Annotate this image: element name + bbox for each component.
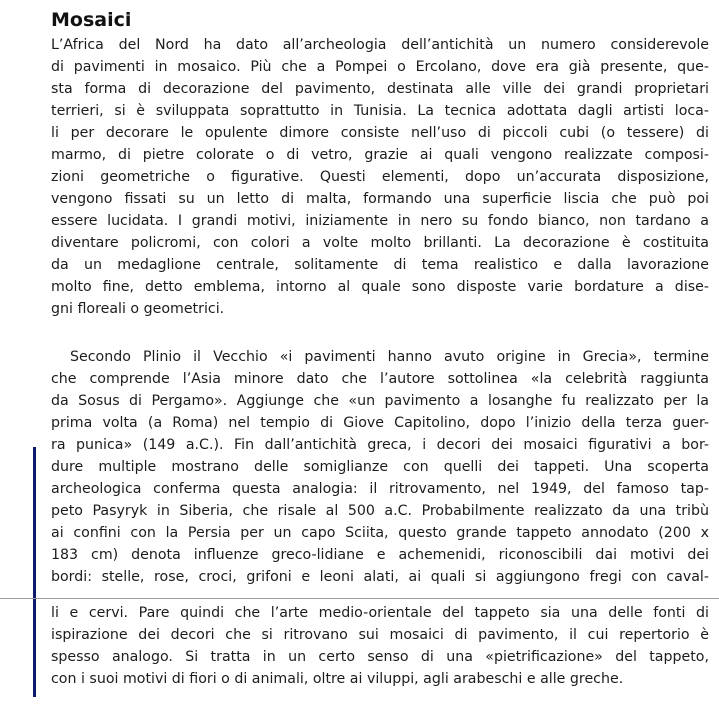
text-line: Secondo Plinio il Vecchio «i pavimenti hanno avuto origine in Grecia», termine <box>70 349 709 365</box>
text-line: con i suoi motivi di fiori o di animali, oltre ai viluppi, agli arabeschi e alle greche. <box>51 671 624 687</box>
margin-highlight-bar <box>33 447 36 697</box>
text-line: zioni geometriche o figurative. Questi elementi, dopo un’accurata disposizione, <box>51 169 709 185</box>
text-line: L’Africa del Nord ha dato all’archeologia dell’antichità un numero considerevole <box>51 37 709 53</box>
text-line: dure multiple mostrano delle somiglianze con quelli dei tappeti. Una scoperta <box>51 459 709 475</box>
text-line: peto Pasyryk in Siberia, che risale al 500 a.C. Probabilmente realizzato da una tribù <box>51 503 709 519</box>
text-line: li per decorare le opulente dimore consiste nell’uso di piccoli cubi (o tessere) di <box>51 125 709 141</box>
text-line: prima volta (a Roma) nel tempio di Giove Capitolino, dopo l’inizio della terza guer- <box>51 415 709 431</box>
text-line: ra punica» (149 a.C.). Fin dall’antichità greca, i decori dei mosaici figurativi a bor- <box>51 437 709 453</box>
text-line: molto fine, detto emblema, intorno al quale sono disposte varie bordature a dise- <box>51 279 709 295</box>
text-line: sta forma di decorazione del pavimento, destinata alle ville dei grandi proprietari <box>51 81 709 97</box>
text-line: li e cervi. Pare quindi che l’arte medio-orientale del tappeto sia una delle fonti di <box>51 605 709 621</box>
text-line: ispirazione dei decori che si ritrovano sui mosaici di pavimento, il cui repertorio è <box>51 627 709 643</box>
section-title: Mosaici <box>51 9 132 31</box>
text-line: di pavimenti in mosaico. Più che a Pompei o Ercolano, dove era già presente, que- <box>51 59 709 75</box>
text-line: bordi: stelle, rose, croci, grifoni e leoni alati, ai quali si aggiungono fregi con caval- <box>51 569 709 585</box>
page-fold-line <box>0 598 719 599</box>
text-line: 183 cm) denota influenze greco-lidiane e achemenidi, riconoscibili dai motivi dei <box>51 547 709 563</box>
text-line: che comprende l’Asia minore dato che l’autore sottolinea «la celebrità raggiunta <box>51 371 709 387</box>
text-line: ai confini con la Persia per un capo Sciita, questo grande tappeto annodato (200 x <box>51 525 709 541</box>
text-line: diventare policromi, con colori a volte molto brillanti. La decorazione è costituita <box>51 235 709 251</box>
text-line: essere lucidata. I grandi motivi, iniziamente in nero su fondo bianco, non tardano a <box>51 213 709 229</box>
text-line: terrieri, si è sviluppata soprattutto in Tunisia. La tecnica adottata dagli artisti loca- <box>51 103 709 119</box>
text-line: spesso analogo. Si tratta in un certo senso di una «pietrificazione» del tappeto, <box>51 649 709 665</box>
text-line: archeologica conferma questa analogia: il ritrovamento, nel 1949, del famoso tap- <box>51 481 709 497</box>
text-line: da un medaglione centrale, solitamente di tema realistico e dalla lavorazione <box>51 257 709 273</box>
text-line: vengono fissati su un letto di malta, formando una superficie liscia che può poi <box>51 191 709 207</box>
text-line: marmo, di pietre colorate o di vetro, grazie ai quali vengono realizzate composi- <box>51 147 709 163</box>
text-line: gni floreali o geometrici. <box>51 301 225 317</box>
text-line: da Sosus di Pergamo». Aggiunge che «un pavimento a losanghe fu realizzato per la <box>51 393 709 409</box>
